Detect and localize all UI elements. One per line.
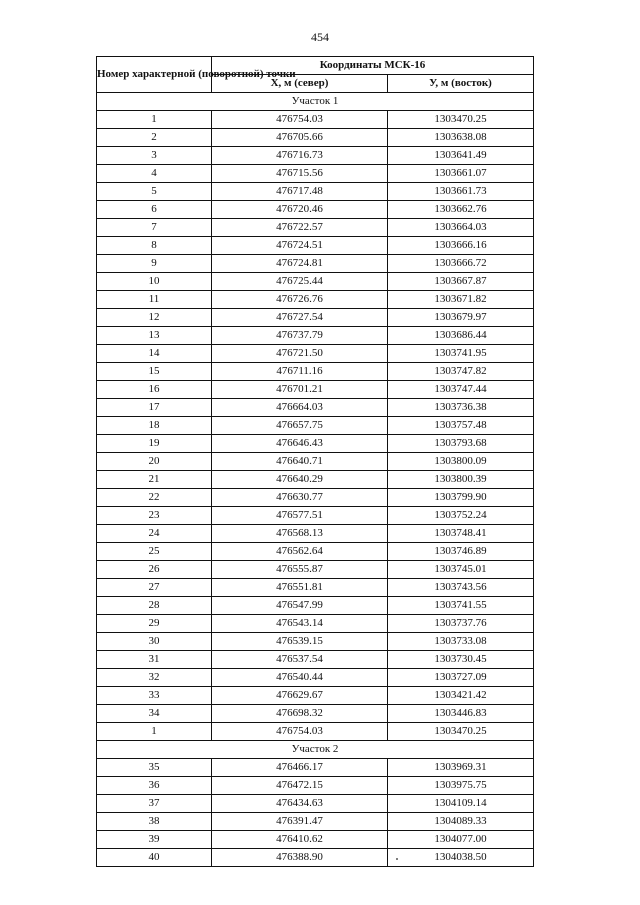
y-coordinate-cell: 1303730.45	[388, 651, 534, 669]
x-coordinate-cell: 476391.47	[212, 813, 388, 831]
table-row	[97, 183, 534, 201]
x-coordinate-cell: 476664.03	[212, 399, 388, 417]
y-coordinate-cell: 1304077.00	[388, 831, 534, 849]
table-row	[97, 705, 534, 723]
point-number-cell: 25	[97, 543, 212, 561]
x-coordinate-cell: 476725.44	[212, 273, 388, 291]
x-coordinate-cell: 476410.62	[212, 831, 388, 849]
table-row	[97, 759, 534, 777]
x-coordinate-cell: 476717.48	[212, 183, 388, 201]
x-coordinate-cell: 476434.63	[212, 795, 388, 813]
table-row	[97, 327, 534, 345]
y-coordinate-cell: 1303666.16	[388, 237, 534, 255]
point-number-cell: 3	[97, 147, 212, 165]
point-number-cell: 38	[97, 813, 212, 831]
x-coordinate-cell: 476543.14	[212, 615, 388, 633]
y-coordinate-cell: 1303667.87	[388, 273, 534, 291]
x-coordinate-cell: 476720.46	[212, 201, 388, 219]
table-row	[97, 633, 534, 651]
y-coordinate-cell: 1303748.41	[388, 525, 534, 543]
x-coordinate-cell: 476472.15	[212, 777, 388, 795]
table-row	[97, 417, 534, 435]
point-number-cell: 10	[97, 273, 212, 291]
table-row	[97, 579, 534, 597]
x-coordinate-cell: 476640.29	[212, 471, 388, 489]
point-number-cell: 16	[97, 381, 212, 399]
x-coordinate-cell: 476726.76	[212, 291, 388, 309]
point-number-cell: 15	[97, 363, 212, 381]
point-number-cell: 12	[97, 309, 212, 327]
table-row	[97, 129, 534, 147]
x-coordinate-cell: 476555.87	[212, 561, 388, 579]
y-coordinate-cell: 1303641.49	[388, 147, 534, 165]
table-row	[97, 201, 534, 219]
point-number-cell: 8	[97, 237, 212, 255]
y-coordinate-cell: 1303421.42	[388, 687, 534, 705]
x-coordinate-cell: 476630.77	[212, 489, 388, 507]
point-number-cell: 19	[97, 435, 212, 453]
table-row	[97, 669, 534, 687]
table-header	[97, 57, 534, 93]
point-number-header: Номер характерной (поворотной) точки	[97, 57, 212, 93]
y-coordinate-cell: 1303747.82	[388, 363, 534, 381]
y-coordinate-cell: 1303746.89	[388, 543, 534, 561]
y-coordinate-cell: 1303686.44	[388, 327, 534, 345]
x-coordinate-cell: 476737.79	[212, 327, 388, 345]
table-row	[97, 147, 534, 165]
y-coordinate-cell: 1303741.95	[388, 345, 534, 363]
x-column-header: X, м (север)	[212, 75, 388, 93]
point-number-cell: 33	[97, 687, 212, 705]
table-row	[97, 453, 534, 471]
y-coordinate-cell: 1303737.76	[388, 615, 534, 633]
point-number-cell: 30	[97, 633, 212, 651]
y-coordinate-cell: 1303747.44	[388, 381, 534, 399]
y-coordinate-cell: 1303662.76	[388, 201, 534, 219]
y-coordinate-cell: 1303470.25	[388, 111, 534, 129]
y-coordinate-cell: 1303446.83	[388, 705, 534, 723]
x-coordinate-cell: 476629.67	[212, 687, 388, 705]
y-coordinate-cell: 1303741.55	[388, 597, 534, 615]
table-row	[97, 687, 534, 705]
table-row	[97, 651, 534, 669]
y-coordinate-cell: 1303800.39	[388, 471, 534, 489]
table-row	[97, 525, 534, 543]
y-coordinate-cell: 1303671.82	[388, 291, 534, 309]
table-row	[97, 255, 534, 273]
y-coordinate-cell: 1303800.09	[388, 453, 534, 471]
point-number-cell: 13	[97, 327, 212, 345]
table-row	[97, 489, 534, 507]
point-number-cell: 14	[97, 345, 212, 363]
point-number-cell: 4	[97, 165, 212, 183]
point-number-cell: 11	[97, 291, 212, 309]
x-coordinate-cell: 476701.21	[212, 381, 388, 399]
x-coordinate-cell: 476547.99	[212, 597, 388, 615]
point-number-cell: 23	[97, 507, 212, 525]
section-row	[97, 741, 534, 759]
table-row	[97, 471, 534, 489]
point-number-cell: 9	[97, 255, 212, 273]
y-coordinate-cell: 1303727.09	[388, 669, 534, 687]
table-row	[97, 309, 534, 327]
table-row	[97, 543, 534, 561]
table-row	[97, 273, 534, 291]
table-row	[97, 291, 534, 309]
x-coordinate-cell: 476551.81	[212, 579, 388, 597]
table-row	[97, 831, 534, 849]
x-coordinate-cell: 476724.51	[212, 237, 388, 255]
table-row	[97, 813, 534, 831]
x-coordinate-cell: 476754.03	[212, 111, 388, 129]
x-coordinate-cell: 476646.43	[212, 435, 388, 453]
point-number-cell: 36	[97, 777, 212, 795]
point-number-cell: 7	[97, 219, 212, 237]
point-number-cell: 31	[97, 651, 212, 669]
y-coordinate-cell: 1303745.01	[388, 561, 534, 579]
x-coordinate-cell: 476568.13	[212, 525, 388, 543]
x-coordinate-cell: 476537.54	[212, 651, 388, 669]
x-coordinate-cell: 476754.03	[212, 723, 388, 741]
x-coordinate-cell: 476562.64	[212, 543, 388, 561]
table-row	[97, 561, 534, 579]
x-coordinate-cell: 476466.17	[212, 759, 388, 777]
table-row	[97, 237, 534, 255]
y-coordinate-cell: 1303799.90	[388, 489, 534, 507]
table-row	[97, 345, 534, 363]
y-coordinate-cell: 1303757.48	[388, 417, 534, 435]
point-number-cell: 35	[97, 759, 212, 777]
point-number-cell: 39	[97, 831, 212, 849]
point-number-cell: 37	[97, 795, 212, 813]
point-number-cell: 32	[97, 669, 212, 687]
coordinates-table	[96, 56, 534, 867]
table-body	[97, 93, 534, 867]
table-row	[97, 165, 534, 183]
y-coordinate-cell: 1303969.31	[388, 759, 534, 777]
section-row	[97, 93, 534, 111]
x-coordinate-cell: 476716.73	[212, 147, 388, 165]
y-coordinate-cell: 1304089.33	[388, 813, 534, 831]
x-coordinate-cell: 476657.75	[212, 417, 388, 435]
scan-speck	[396, 858, 398, 860]
table-row	[97, 381, 534, 399]
y-coordinate-cell: 1303666.72	[388, 255, 534, 273]
x-coordinate-cell: 476388.90	[212, 849, 388, 867]
x-coordinate-cell: 476540.44	[212, 669, 388, 687]
table-row	[97, 849, 534, 867]
point-number-cell: 2	[97, 129, 212, 147]
point-number-cell: 6	[97, 201, 212, 219]
y-coordinate-cell: 1303752.24	[388, 507, 534, 525]
table-row	[97, 795, 534, 813]
y-coordinate-cell: 1303661.07	[388, 165, 534, 183]
x-coordinate-cell: 476640.71	[212, 453, 388, 471]
table-row	[97, 219, 534, 237]
x-coordinate-cell: 476721.50	[212, 345, 388, 363]
x-coordinate-cell: 476577.51	[212, 507, 388, 525]
table-row	[97, 507, 534, 525]
table-row	[97, 615, 534, 633]
point-number-cell: 1	[97, 723, 212, 741]
y-coordinate-cell: 1303975.75	[388, 777, 534, 795]
table-row	[97, 111, 534, 129]
y-coordinate-cell: 1303793.68	[388, 435, 534, 453]
y-coordinate-cell: 1303661.73	[388, 183, 534, 201]
point-number-cell: 17	[97, 399, 212, 417]
y-coordinate-cell: 1303679.97	[388, 309, 534, 327]
y-column-header: У, м (восток)	[388, 75, 534, 93]
point-number-cell: 27	[97, 579, 212, 597]
point-number-cell: 20	[97, 453, 212, 471]
table-row	[97, 399, 534, 417]
x-coordinate-cell: 476698.32	[212, 705, 388, 723]
y-coordinate-cell: 1303743.56	[388, 579, 534, 597]
y-coordinate-cell: 1303664.03	[388, 219, 534, 237]
point-number-cell: 5	[97, 183, 212, 201]
y-coordinate-cell: 1303733.08	[388, 633, 534, 651]
x-coordinate-cell: 476722.57	[212, 219, 388, 237]
y-coordinate-cell: 1304109.14	[388, 795, 534, 813]
table-row	[97, 777, 534, 795]
x-coordinate-cell: 476705.66	[212, 129, 388, 147]
table-row	[97, 363, 534, 381]
x-coordinate-cell: 476539.15	[212, 633, 388, 651]
x-coordinate-cell: 476715.56	[212, 165, 388, 183]
point-number-cell: 24	[97, 525, 212, 543]
section-title: Участок 2	[97, 741, 534, 759]
y-coordinate-cell: 1303470.25	[388, 723, 534, 741]
point-number-cell: 40	[97, 849, 212, 867]
point-number-cell: 1	[97, 111, 212, 129]
point-number-cell: 28	[97, 597, 212, 615]
table-row	[97, 597, 534, 615]
point-number-cell: 18	[97, 417, 212, 435]
x-coordinate-cell: 476711.16	[212, 363, 388, 381]
y-coordinate-cell: 1304038.50	[388, 849, 534, 867]
point-number-cell: 26	[97, 561, 212, 579]
y-coordinate-cell: 1303638.08	[388, 129, 534, 147]
point-number-cell: 21	[97, 471, 212, 489]
point-number-cell: 29	[97, 615, 212, 633]
section-title: Участок 1	[97, 93, 534, 111]
coordinates-group-header: Координаты МСК-16	[212, 57, 534, 75]
y-coordinate-cell: 1303736.38	[388, 399, 534, 417]
table-row	[97, 435, 534, 453]
page-number: 454	[311, 30, 329, 44]
point-number-cell: 22	[97, 489, 212, 507]
x-coordinate-cell: 476727.54	[212, 309, 388, 327]
x-coordinate-cell: 476724.81	[212, 255, 388, 273]
point-number-cell: 34	[97, 705, 212, 723]
table-row	[97, 723, 534, 741]
